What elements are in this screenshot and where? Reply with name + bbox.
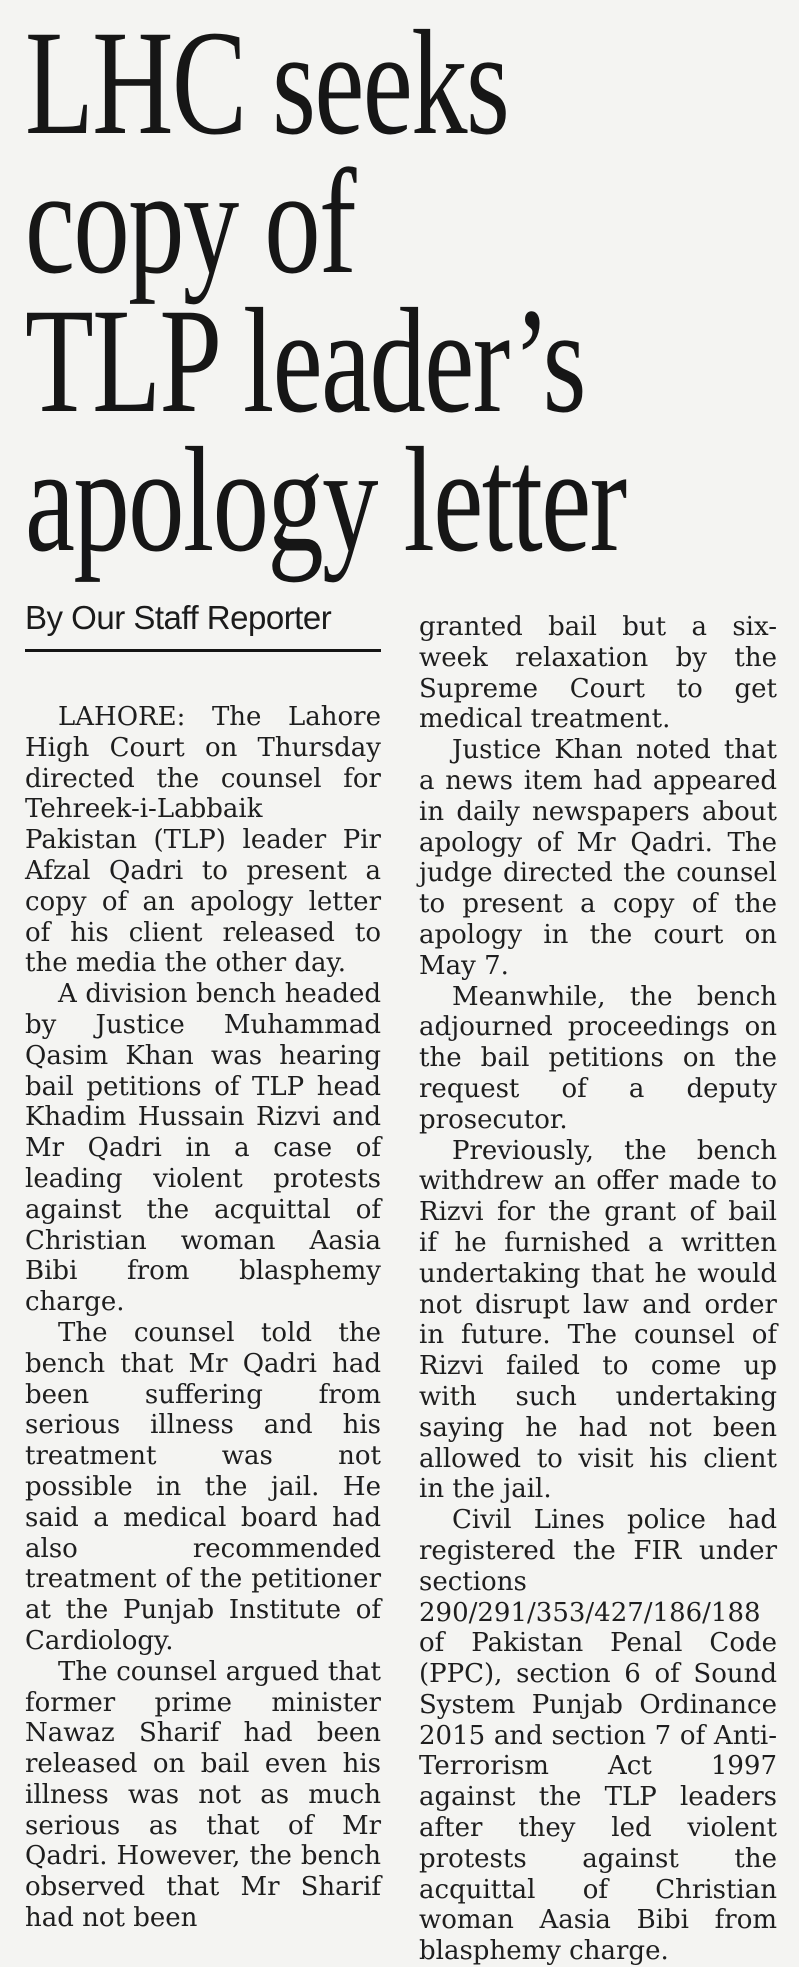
headline-line-3: TLP leader’s <box>25 278 585 444</box>
right-column-body <box>419 612 777 1967</box>
paragraph-lead: LAHORE: The Lahore High Court on Thursday directed the counsel for Tehreek-i-Labbaik Pakistan (TLP) leader Pir Afzal Qadri to present a copy of an apology letter of his client released to the media the other day. <box>25 702 381 979</box>
paragraph-continuation: granted bail but a six-week relaxation by the Supreme Court to get medical treatment. <box>419 612 777 735</box>
paragraph: The counsel argued that former prime minister Nawaz Sharif had been released on bail even his illness was not as much serious as that of Mr Qadri. However, the bench observed that Mr Sharif had not been <box>25 1656 381 1934</box>
byline <box>25 598 381 652</box>
right-column <box>419 598 777 1967</box>
left-column-body <box>25 702 381 1934</box>
paragraph: The counsel told the bench that Mr Qadri had been suffering from serious illness and his treatment was not possible in the jail. He said a medical board had also recommended treatment of the petitioner at the Punjab Institute of Cardiology. <box>25 1317 381 1656</box>
left-column <box>25 598 381 1967</box>
headline-line-2: copy of <box>25 139 356 305</box>
byline-text: By Our Staff Reporter <box>25 599 332 636</box>
paragraph: Previously, the bench withdrew an offer made to Rizvi for the grant of bail if he furnished a written undertaking that he would not disrupt law and order in future. The counsel of Rizvi failed to come up with such undertaking saying he had not been allowed to visit his client in the jail. <box>419 1135 777 1505</box>
article-columns <box>0 598 799 1967</box>
paragraph: Civil Lines police had registered the FIR under sections 290/291/353/427/186/188 of Pakistan Penal Code (PPC), section 6 of Sound System Punjab Ordinance 2015 and section 7 of Anti-Terrorism Act 1997 against the TLP leaders after they led violent protests against the acquittal of Christian woman Aasia Bibi from blasphemy charge. <box>419 1505 777 1967</box>
headline-line-1: LHC seeks <box>25 0 509 166</box>
headline-line-4: apology letter <box>25 417 626 583</box>
paragraph: A division bench headed by Justice Muhammad Qasim Khan was hearing bail petitions of TLP head Khadim Hussain Rizvi and Mr Qadri in a case of leading violent protests against the acquittal of Christian woman Aasia Bibi from blasphemy charge. <box>25 979 381 1318</box>
paragraph: Meanwhile, the bench adjourned proceedings on the bail petitions on the request of a deputy prosecutor. <box>419 981 777 1135</box>
paragraph: Justice Khan noted that a news item had appeared in daily newspapers about apology of Mr Qadri. The judge directed the counsel to present a copy of the apology in the court on May 7. <box>419 735 777 981</box>
headline <box>0 0 799 583</box>
